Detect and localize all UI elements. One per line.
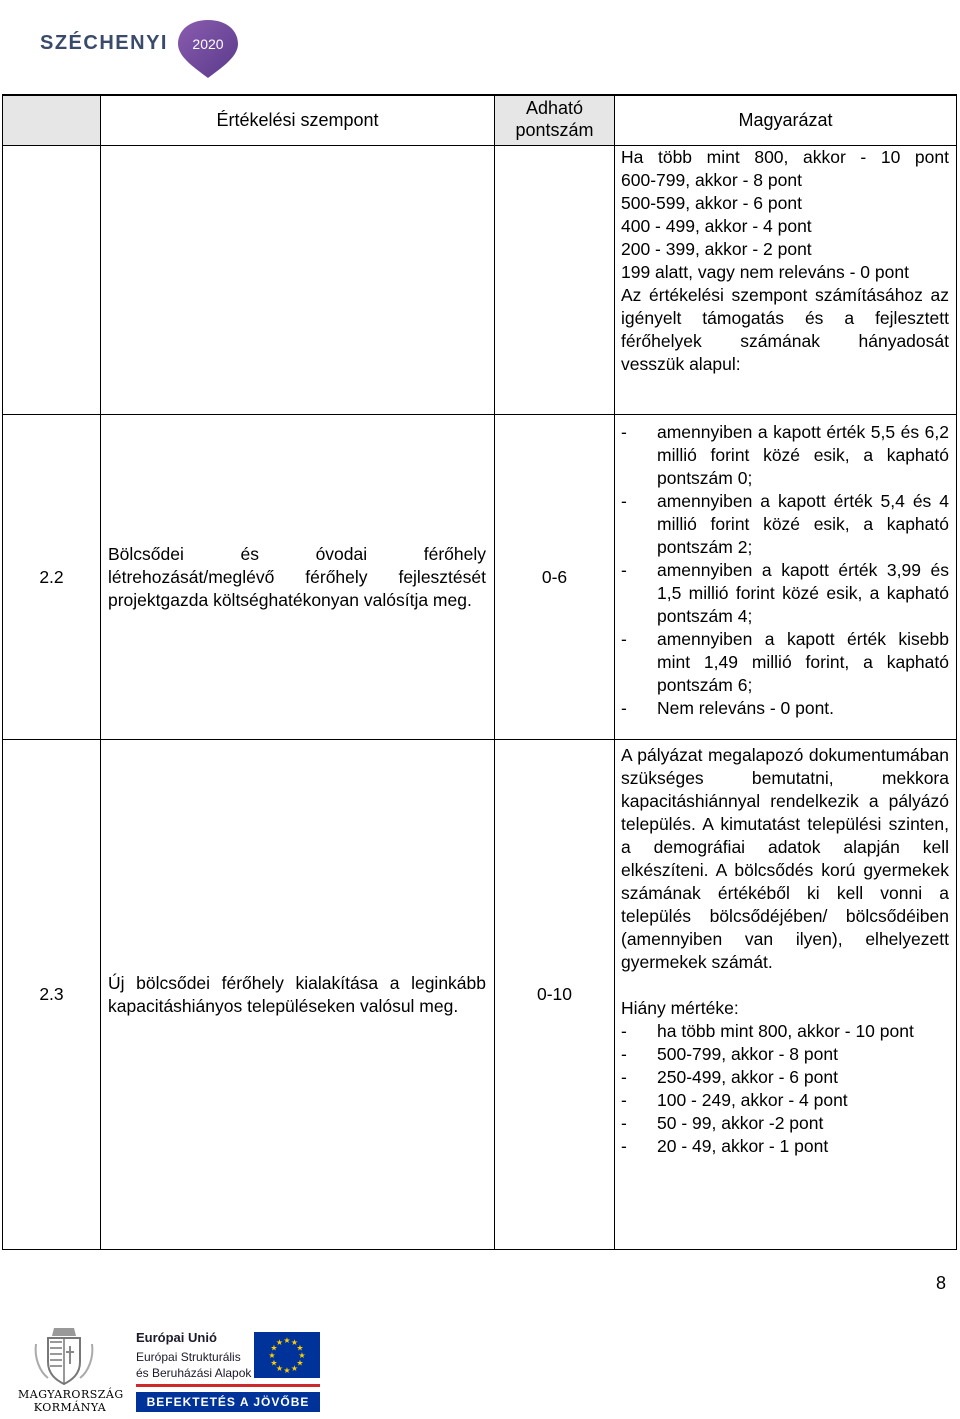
points-range: 0-6 [541,566,568,587]
eu-star-icon: ★ [290,1363,299,1373]
continuation-explanation [621,146,949,414]
header-points [495,97,614,145]
points-line: 500-599, akkor - 6 pont [621,193,802,213]
accent-bar [136,1384,320,1387]
table-border-bottom [2,1249,957,1250]
criterion-text [108,415,486,739]
row-number: 2.3 [39,984,64,1004]
eu-star-icon: ★ [290,1338,299,1348]
eu-star-icon: ★ [275,1363,284,1373]
government-name-line1: MAGYARORSZÁG [18,1388,124,1401]
list-item: - 100 - 249, akkor - 4 pont [621,1089,949,1112]
criterion-2-3: Új bölcsődei férőhely kialakítása a leginkább kapacitáshiányos településeken valósul meg. [108,972,486,1016]
government-name-line2: KORMÁNYA [33,1401,107,1414]
table-col-rule [614,94,615,1250]
eu-star-icon: ★ [296,1358,304,1368]
list-item: - 50 - 99, akkor -2 pont [621,1112,949,1135]
logo-pin-icon [170,18,246,80]
explanation-2-2 [621,421,949,739]
shortage-list [621,1020,949,1158]
list-item: - 500-799, akkor - 8 pont [621,1043,949,1066]
shortage-label: Hiány mértéke: [621,998,739,1018]
eu-star-icon: ★ [283,1366,291,1375]
footer [0,1318,960,1418]
list-item: - 250-499, akkor - 6 pont [621,1066,949,1089]
investing-slogan: BEFEKTETÉS A JÖVŐBE [136,1392,320,1412]
points-line: 200 - 399, akkor - 2 pont [621,239,812,259]
list-item: - amennyiben a kapott érték kisebb mint 1,49 millió forint, a kapható pontszám 6; [621,628,949,697]
points-line: Ha több mint 800, akkor - 10 pont [621,147,949,167]
criterion-text [108,740,486,1249]
eu-star-icon: ★ [298,1351,306,1360]
header-explanation: Magyarázat [738,110,833,130]
table-border-right [956,94,957,1250]
calculation-note: Az értékelési szempont számításához az igényelt támogatás és a fejlesztett férőhelyek számának hányadosát vesszük alapul: [621,285,949,374]
logo-text: SZÉCHENYI [40,32,168,54]
list-item: - amennyiben a kapott érték 5,5 és 6,2 millió forint közé esik, a kapható pontszám 0; [621,421,949,490]
points-lines [621,146,949,261]
eu-star-icon: ★ [268,1351,276,1360]
header-points-line2: pontszám [515,120,594,140]
header-points-line1: Adható [525,98,584,118]
list-item: - Nem releváns - 0 pont. [621,697,949,720]
list-item: - 20 - 49, akkor - 1 pont [621,1135,949,1158]
row-number: 2.2 [39,566,64,587]
government-name [18,1388,122,1414]
points-line: 400 - 499, akkor - 4 pont [621,216,812,236]
eu-star-icon: ★ [275,1338,284,1348]
explanation-2-3 [621,744,949,1249]
eu-star-icon: ★ [270,1343,278,1353]
list-item: - amennyiben a kapott érték 3,99 és 1,5 millió forint közé esik, a kapható pontszám 4; [621,559,949,628]
eu-line1: Európai Unió [136,1330,217,1345]
logo-year: 2020 [192,36,224,52]
eu-line3: és Beruházási Alapok [136,1366,252,1380]
eu-star-icon: ★ [296,1343,304,1353]
eu-star-icon: ★ [283,1336,291,1345]
table-col-rule [100,94,101,1250]
points-line: 600-799, akkor - 8 pont [621,170,802,190]
evaluation-table [2,94,957,1250]
list-item: - ha több mint 800, akkor - 10 pont [621,1020,949,1043]
hungarian-crest-icon [30,1324,98,1386]
list-item: - amennyiben a kapott érték 5,4 és 4 millió forint közé esik, a kapható pontszám 2; [621,490,949,559]
eu-flag-icon [254,1332,320,1378]
eu-star-icon: ★ [270,1358,278,1368]
capacity-note: A pályázat megalapozó dokumentumában szükséges bemutatni, mekkora kapacitáshiánnyal rendelkezik a pályázó település. A kimutatást települési szinten, a demográfiai adatok alapján kell elkészíteni. A bölcsődés korú gyermekek számának értékéből ki kell vonni a település bölcsődéjében/ bölcsődéiben (amennyiben van ilyen), elhelyezett gyermekek számát. [621,745,949,972]
line-199: 199 alatt, vagy nem releváns - 0 pont [621,262,909,282]
eu-line2: Európai Strukturális [136,1350,241,1364]
page-number: 8 [935,1273,946,1293]
points-range: 0-10 [536,984,573,1004]
score-list [621,421,949,720]
header-shade [2,95,100,145]
criterion-2-2: Bölcsődei és óvodai férőhely létrehozását/meglévő férőhely fejlesztését projektgazda költséghatékonyan valósítja meg. [108,543,486,610]
header-criterion: Értékelési szempont [216,110,379,130]
